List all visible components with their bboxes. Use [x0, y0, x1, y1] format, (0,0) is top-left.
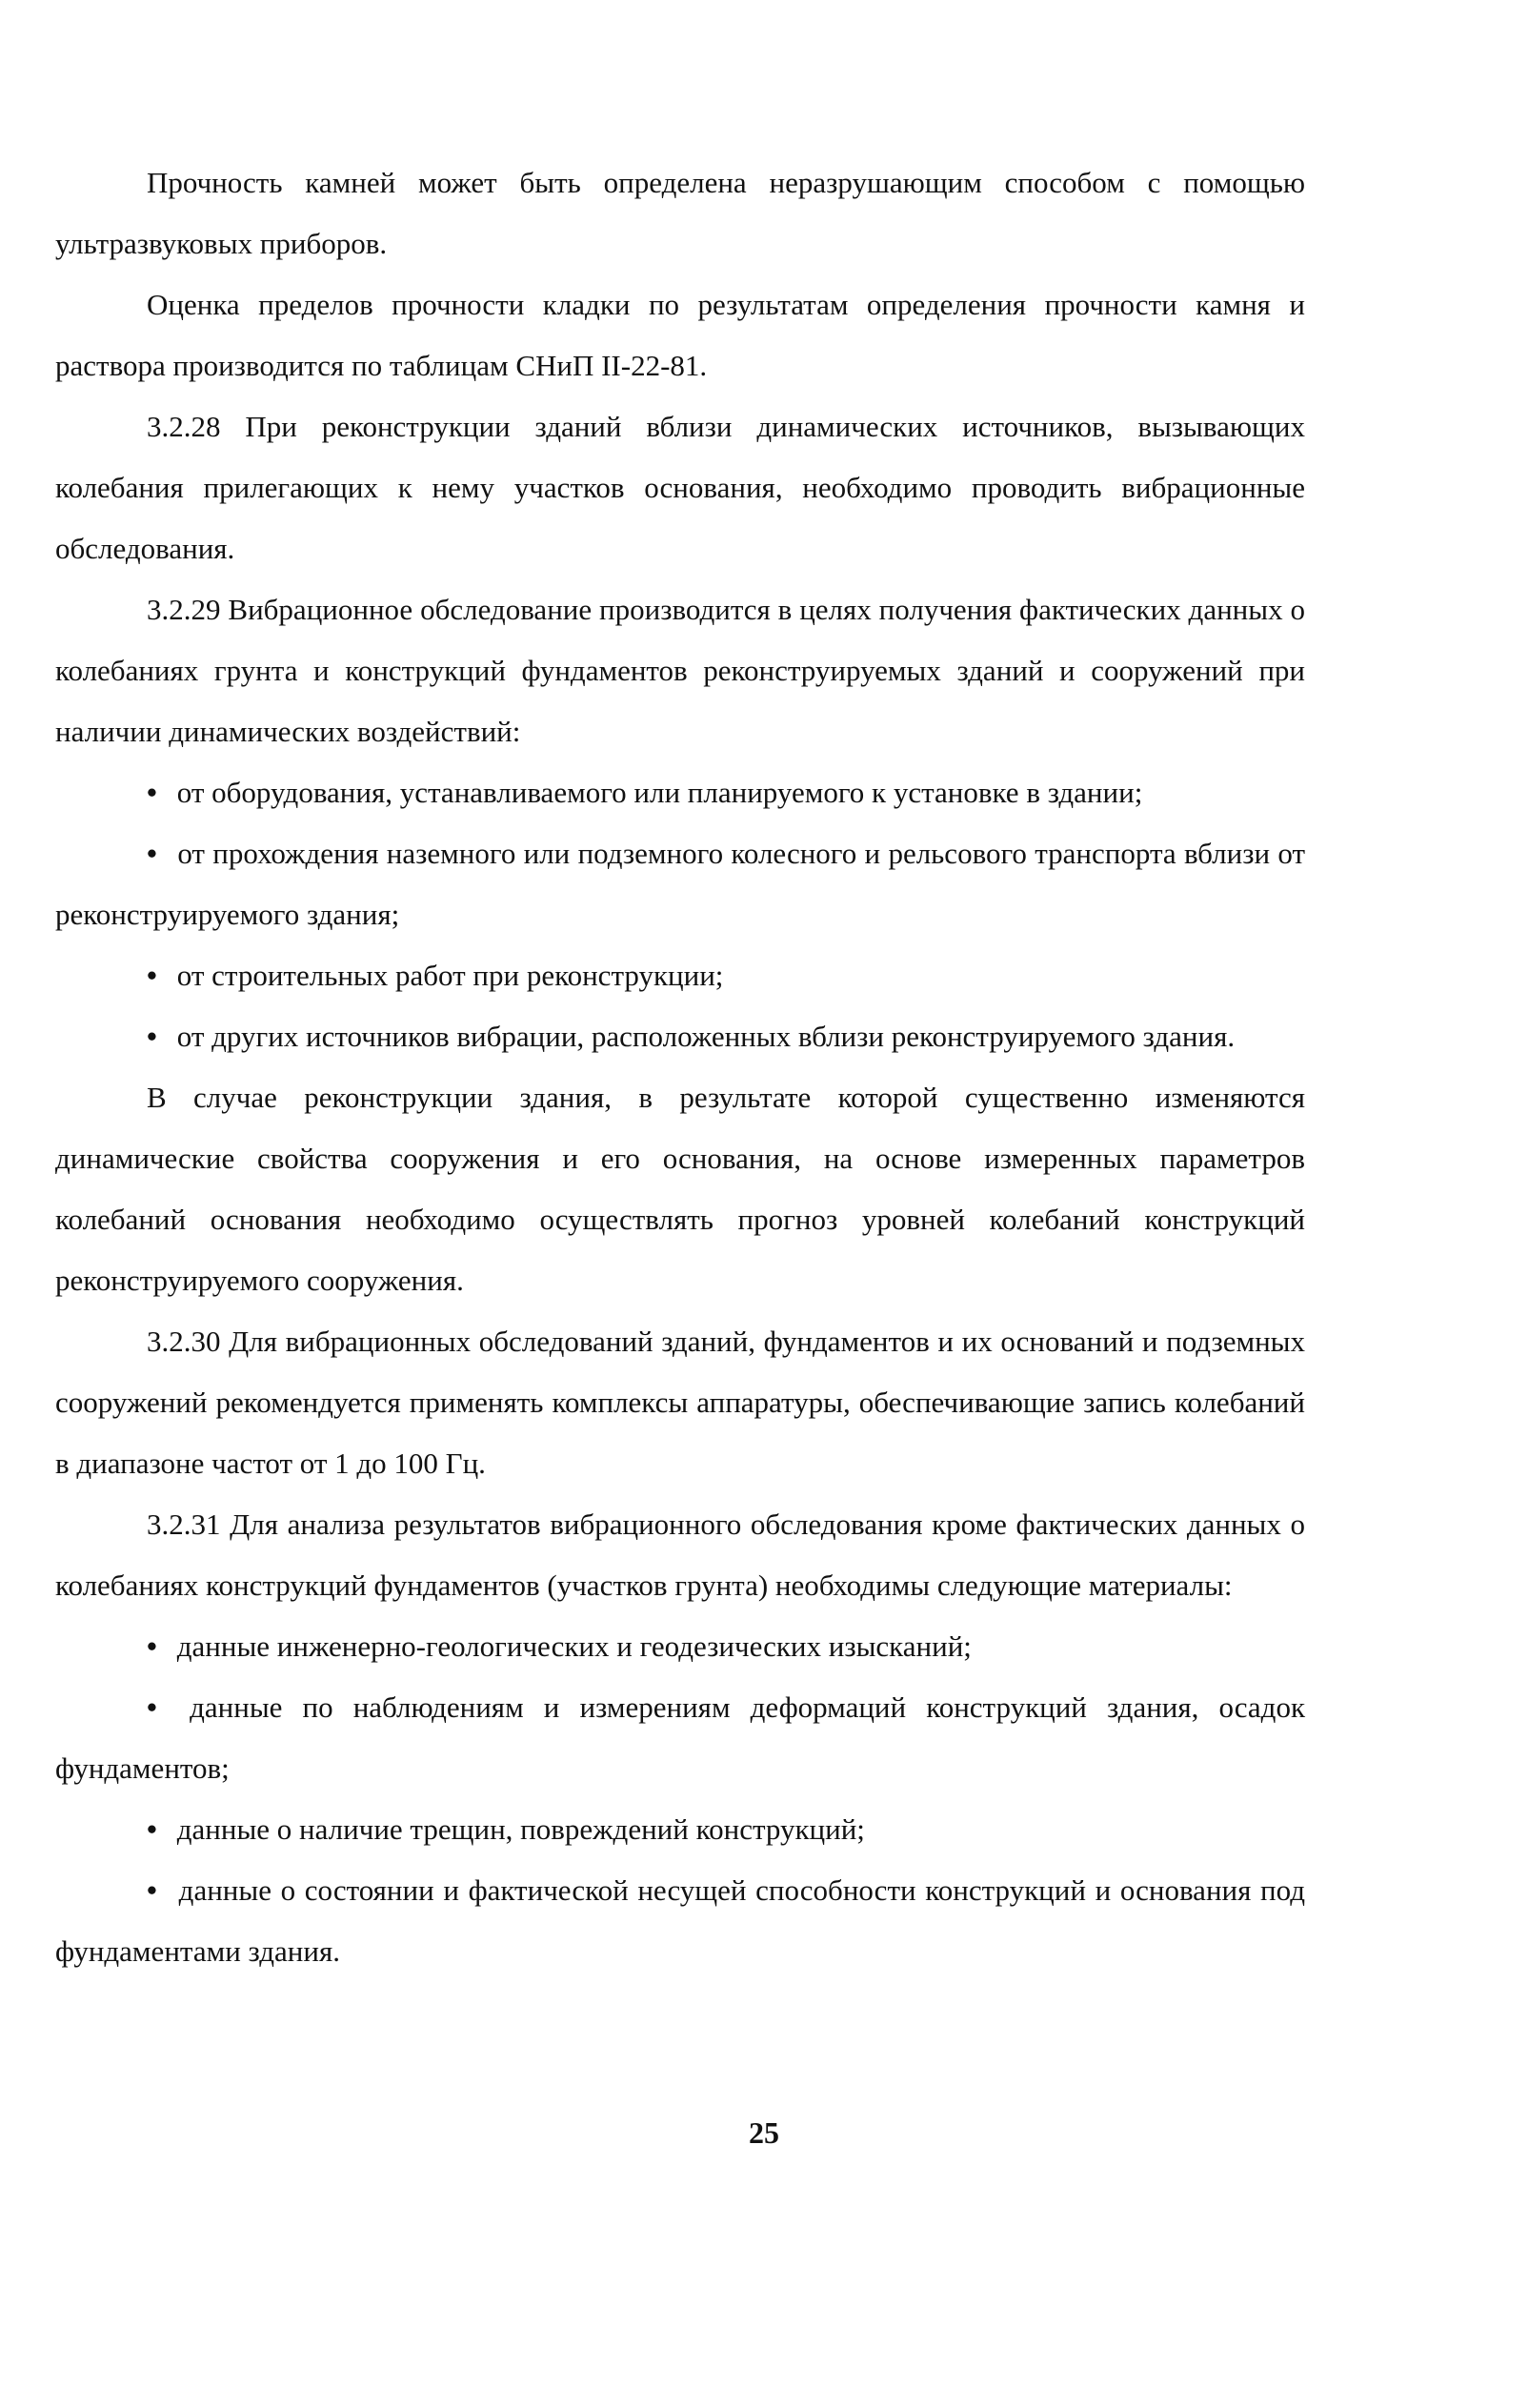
- page-number: 25: [749, 2115, 779, 2150]
- bullet-icon: •: [147, 959, 157, 992]
- list-item-text: данные инженерно-геологических и геодезических изысканий;: [176, 1629, 972, 1663]
- list-item-text: от других источников вибрации, расположенных вблизи реконструируемого здания.: [176, 1020, 1236, 1053]
- list-item-text: данные о наличие трещин, повреждений конструкций;: [176, 1812, 865, 1846]
- bullet-icon: •: [147, 1812, 157, 1846]
- list-item-text: данные о состоянии и фактической несущей способности конструкций и основания под фундаментами здания.: [55, 1873, 1306, 1968]
- document-body: [55, 152, 1305, 1982]
- bullet-icon: •: [147, 1873, 157, 1907]
- list-item: [55, 945, 1305, 1006]
- list-item-text: от оборудования, устанавливаемого или планируемого к установке в здании;: [176, 776, 1143, 809]
- paragraph-3-2-31: 3.2.31 Для анализа результатов вибрационного обследования кроме фактических данных о колебаниях конструкций фундаментов (участков грунта) необходимы следующие материалы:: [55, 1508, 1305, 1602]
- paragraph-3-2-30: 3.2.30 Для вибрационных обследований зданий, фундаментов и их оснований и подземных сооружений рекомендуется применять комплексы аппаратуры, обеспечивающие запись колебаний в диапазоне частот от 1 до 100 Гц.: [55, 1325, 1305, 1480]
- list-item: [55, 1799, 1305, 1860]
- list-item: [55, 762, 1305, 823]
- bullet-icon: •: [147, 1629, 157, 1663]
- paragraph-3-2-29: 3.2.29 Вибрационное обследование производится в целях получения фактических данных о колебаниях грунта и конструкций фундаментов реконструируемых зданий и сооружений при наличии динамических воздействий:: [55, 593, 1305, 748]
- list-item: [55, 1616, 1305, 1677]
- paragraph-3-2-28: 3.2.28 При реконструкции зданий вблизи динамических источников, вызывающих колебания прилегающих к нему участков основания, необходимо проводить вибрационные обследования.: [55, 410, 1305, 565]
- list-item: [55, 1860, 1305, 1982]
- bullet-icon: •: [147, 1690, 157, 1724]
- bullet-icon: •: [147, 776, 157, 809]
- paragraph-stone-strength: Прочность камней может быть определена неразрушающим способом с помощью ультразвуковых приборов.: [55, 166, 1305, 260]
- list-item-text: данные по наблюдениям и измерениям деформаций конструкций здания, осадок фундаментов;: [55, 1690, 1305, 1785]
- list-item-text: от прохождения наземного или подземного колесного и рельсового транспорта вблизи от реконструируемого здания;: [55, 837, 1306, 931]
- list-item: [55, 1677, 1305, 1799]
- paragraph-reconstruction-case: В случае реконструкции здания, в результате которой существенно изменяются динамические свойства сооружения и его основания, на основе измеренных параметров колебаний основания необходимо осуществлять прогноз уровней колебаний конструкций реконструируемого сооружения.: [55, 1081, 1305, 1297]
- bullet-icon: •: [147, 837, 157, 870]
- list-item: [55, 823, 1305, 945]
- list-item-text: от строительных работ при реконструкции;: [176, 959, 724, 992]
- paragraph-masonry-strength: Оценка пределов прочности кладки по результатам определения прочности камня и раствора производится по таблицам СНиП II-22-81.: [55, 288, 1305, 382]
- bullet-icon: •: [147, 1020, 157, 1053]
- list-item: [55, 1006, 1305, 1067]
